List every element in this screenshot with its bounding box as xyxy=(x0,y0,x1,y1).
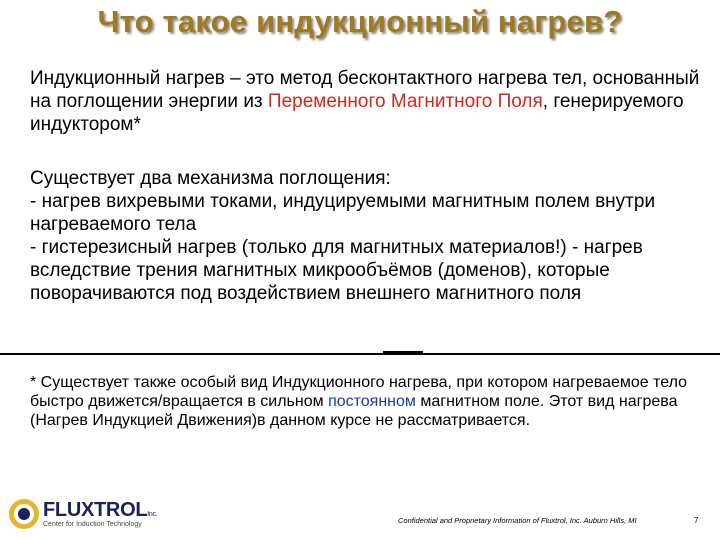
intro-text: Индукционный нагрев – это метод бесконтактного нагрева тел, основанный на поглощении энергии из xyxy=(30,68,700,112)
intro-paragraph xyxy=(30,67,700,136)
mechanism-item-eddy: - нагрев вихревыми токами, индуцируемыми магнитным полем внутри нагреваемого тела xyxy=(30,191,656,235)
footnote-text-end: магнитном поле. Этот вид нагрева (Нагрев Индукцией Движения)в данном курсе не рассматривается. xyxy=(30,393,678,429)
footnote-highlight: постоянном xyxy=(328,393,416,410)
mechanisms-section xyxy=(30,167,700,305)
title-bar xyxy=(0,0,720,52)
intro-highlight: Переменного Магнитного Поля xyxy=(267,91,543,112)
logo-wordmark: FLUXTROLInc. xyxy=(43,499,158,521)
page-title: Что такое индукционный нагрев? xyxy=(97,4,623,39)
mechanisms-heading: Существует два механизма поглощения: xyxy=(30,168,391,189)
logo-mark-icon xyxy=(8,496,40,532)
divider xyxy=(0,353,720,355)
page-number: 7 xyxy=(694,516,699,525)
footer-confidential: Confidential and Proprietary Information of Fluxtrol, Inc. Auburn Hills, MI xyxy=(398,516,637,525)
logo-tagline: Center for Induction Technology xyxy=(43,521,142,528)
intro-text-end: , генерируемого индуктором* xyxy=(30,91,684,135)
mechanism-item-hysteresis: - гистерезисный нагрев (только для магнитных материалов!) - нагрев вследствие трения магнитных микрообъёмов (доменов), которые поворачиваются под воздействием внешнего магнитного поля xyxy=(30,237,643,304)
divider-mark xyxy=(383,351,423,354)
fluxtrol-logo xyxy=(8,496,158,534)
footnote-text: * Существует также особый вид Индукционного нагрева, при котором нагреваемое тело быстро движется/вращается в сильном xyxy=(30,374,688,410)
footnote xyxy=(30,373,700,430)
